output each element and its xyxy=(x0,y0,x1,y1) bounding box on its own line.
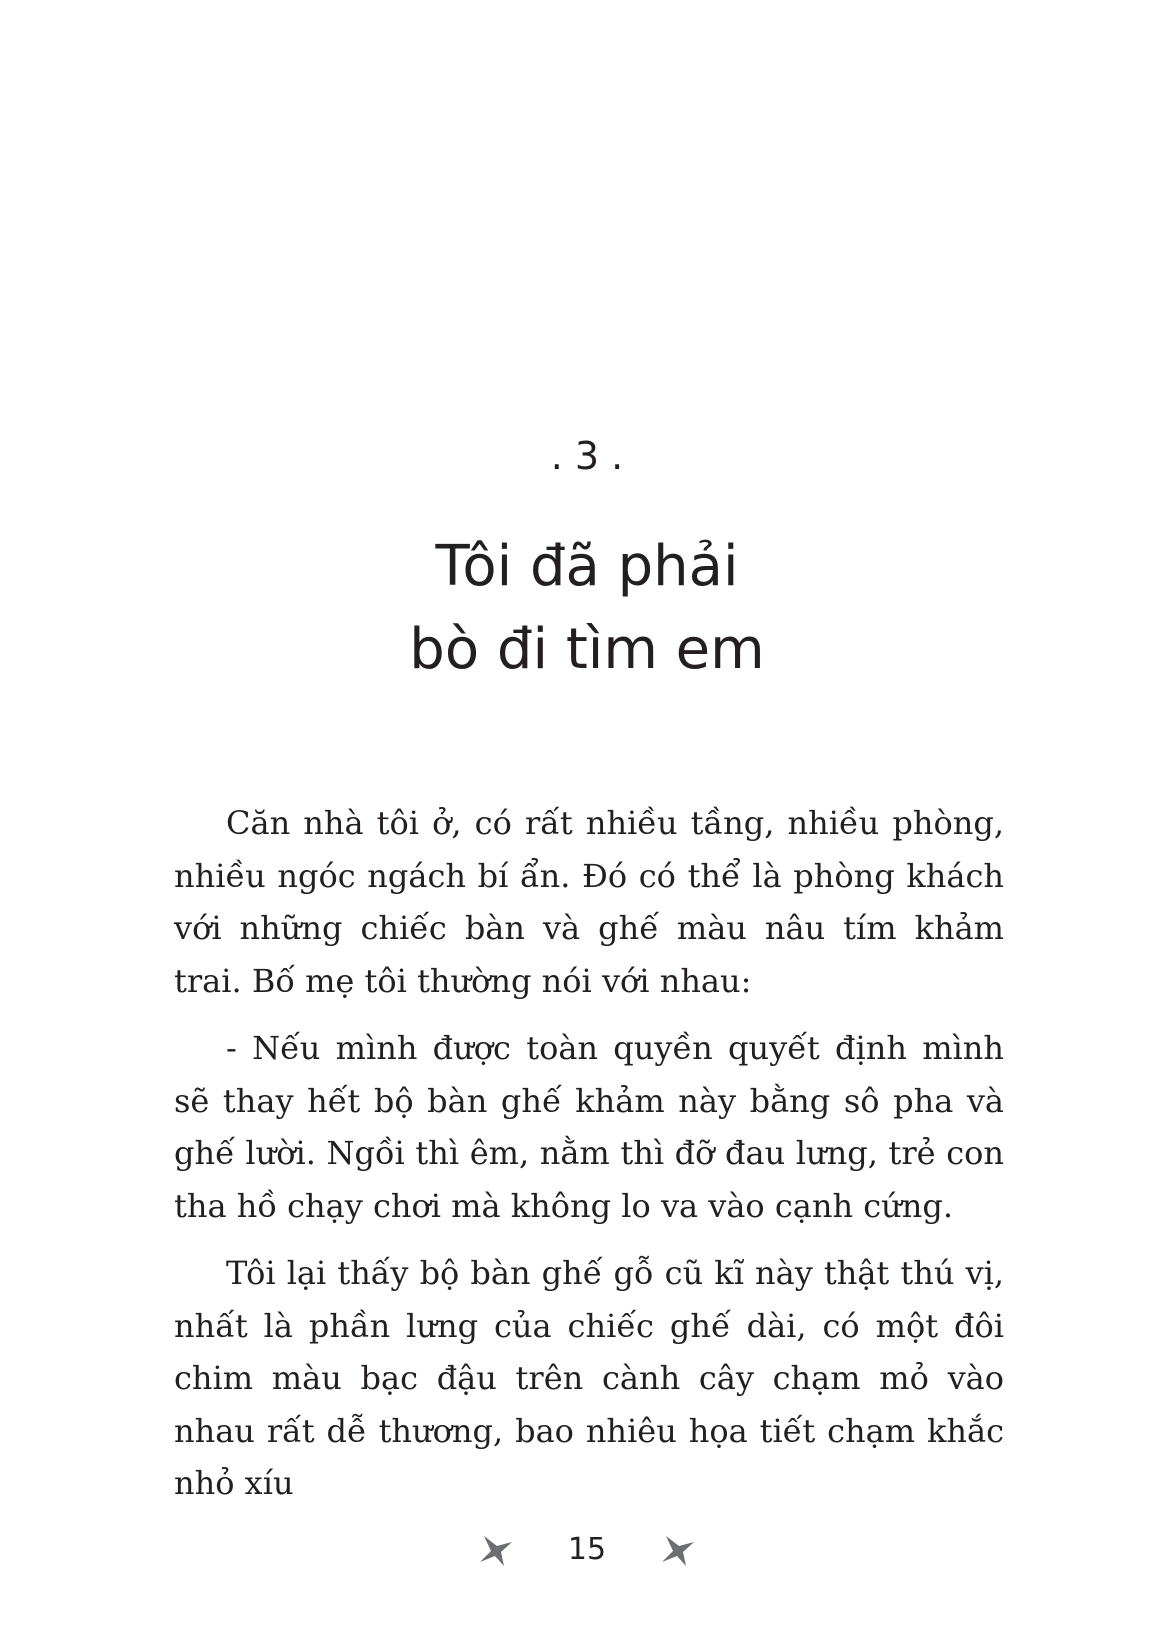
page-footer xyxy=(0,1520,1174,1580)
chapter-body xyxy=(174,797,1004,1525)
star-icon xyxy=(658,1530,698,1570)
chapter-title xyxy=(0,525,1174,691)
chapter-title-line-2: bò đi tìm em xyxy=(409,617,765,682)
paragraph: Căn nhà tôi ở, có rất nhiều tầng, nhiều phòng, nhiều ngóc ngách bí ẩn. Đó có thể là phòng khách với những chiếc bàn và ghế màu nâu tím khảm trai. Bố mẹ tôi thường nói với nhau: xyxy=(174,804,1004,1000)
chapter-title-line-1: Tôi đã phải xyxy=(435,534,739,599)
chapter-number: . 3 . xyxy=(550,434,624,478)
paragraph: Tôi lại thấy bộ bàn ghế gỗ cũ kĩ này thật thú vị, nhất là phần lưng của chiếc ghế dài, có một đôi chim màu bạc đậu trên cành cây chạm mỏ vào nhau rất dễ thương, bao nhiêu họa tiết chạm khắc nhỏ xíu xyxy=(174,1254,1004,1502)
paragraph: - Nếu mình được toàn quyền quyết định mình sẽ thay hết bộ bàn ghế khảm này bằng sô pha và ghế lười. Ngồi thì êm, nằm thì đỡ đau lưng, trẻ con tha hồ chạy chơi mà không lo va vào cạnh cứng. xyxy=(174,1029,1004,1225)
page-number: 15 xyxy=(567,1532,607,1567)
star-icon xyxy=(476,1530,516,1570)
